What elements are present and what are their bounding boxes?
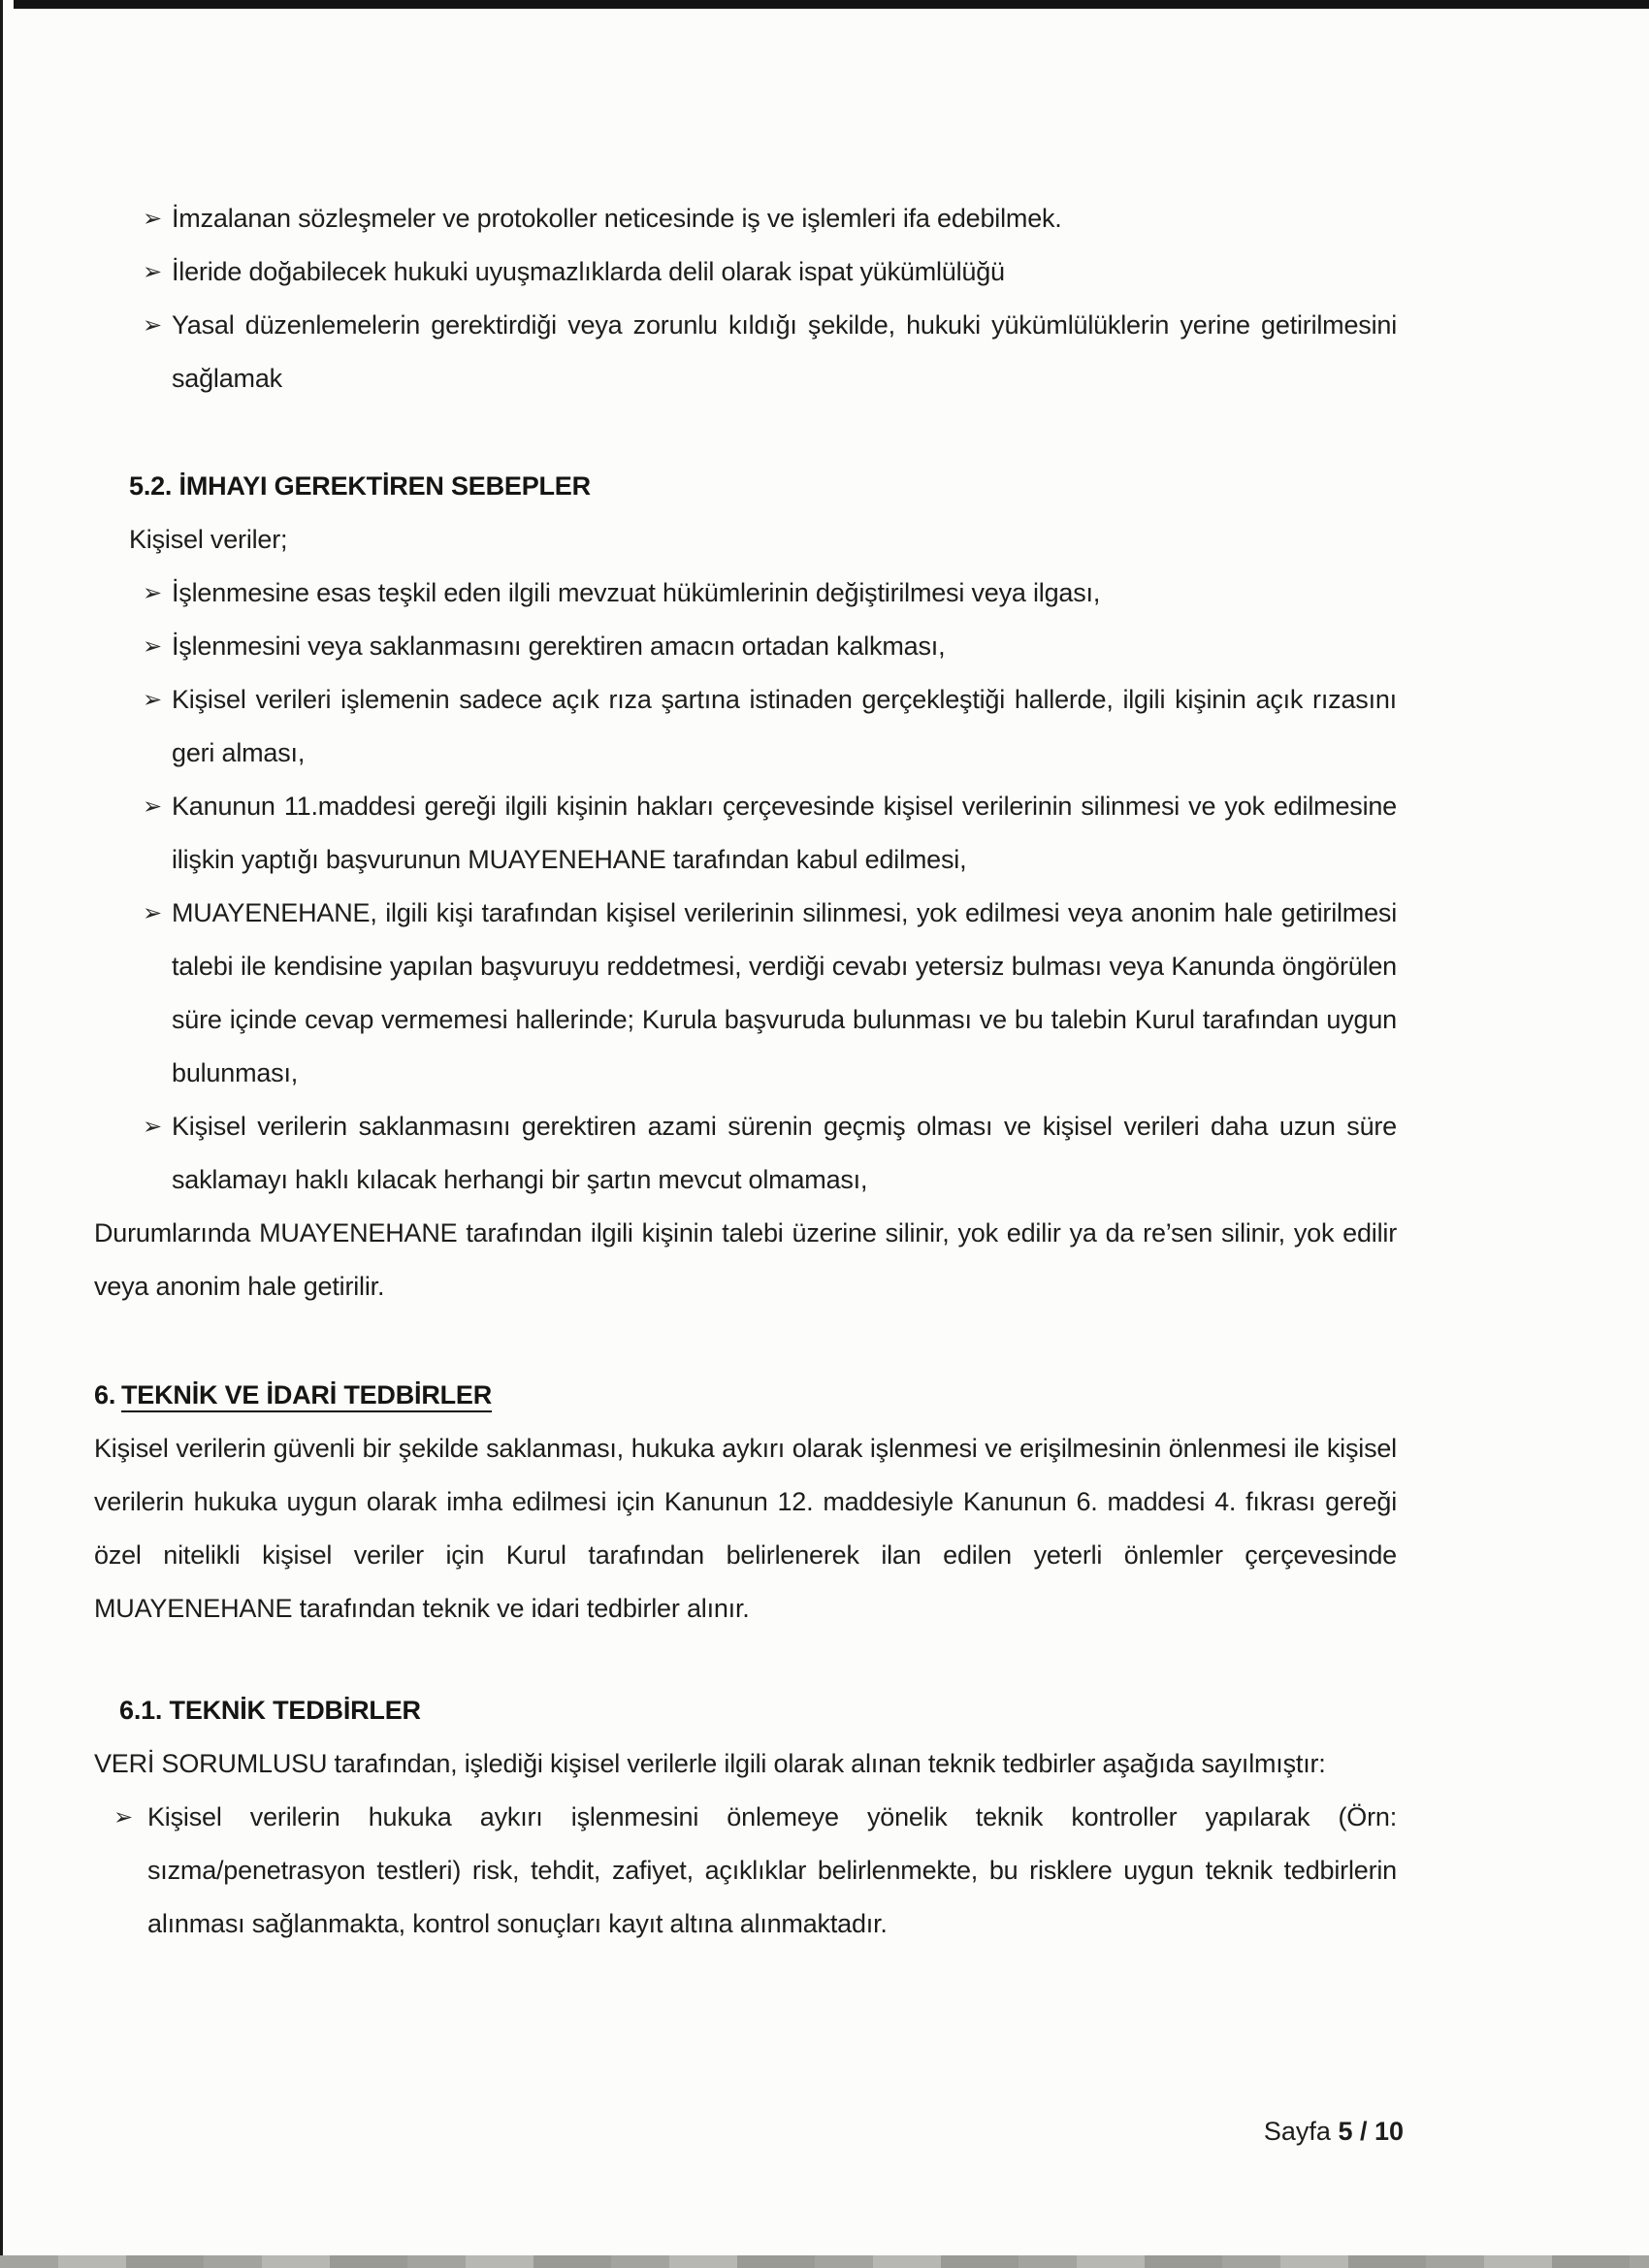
footer-label: Sayfa [1263, 2117, 1331, 2146]
list-item [94, 780, 1397, 887]
list-item-text: İşlenmesini veya saklanmasını gerektiren amacın ortadan kalkması, [172, 632, 946, 661]
section-6-title: TEKNİK VE İDARİ TEDBİRLER [121, 1380, 493, 1409]
section-6-paragraph: Kişisel verilerin güvenli bir şekilde saklanması, hukuka aykırı olarak işlenmesi ve erişilmesinin önlenmesi ile kişisel verilerin hukuka uygun olarak imha edilmesi için Kanunun 12. maddesiyle Kanunun 6. maddesi 4. fıkrası gereği özel nitelikli kişisel veriler için Kurul tarafından belirlenerek ilan edilen yeterli önlemler çerçevesinde MUAYENEHANE tarafından teknik ve idari tedbirler alınır. [94, 1434, 1397, 1623]
section-5-2-closing-paragraph: Durumlarında MUAYENEHANE tarafından ilgili kişinin talebi üzerine silinir, yok edilir ya da re’sen silinir, yok edilir veya anonim hale getirilir. [94, 1218, 1397, 1301]
arrow-bullet-icon: ➢ [113, 1804, 133, 1831]
section-6-1-heading: 6.1. TEKNİK TEDBİRLER [119, 1696, 421, 1725]
arrow-bullet-icon: ➢ [143, 900, 162, 926]
list-item [94, 567, 1397, 620]
arrow-bullet-icon: ➢ [143, 687, 162, 713]
section-6-heading [94, 1369, 1397, 1422]
list-item-text: MUAYENEHANE, ilgili kişi tarafından kişisel verilerinin silinmesi, yok edilmesi veya anonim hale getirilmesi talebi ile kendisine yapılan başvuruyu reddetmesi, verdiği cevabı yetersiz bulması veya Kanunda öngörülen süre içinde cevap vermemesi hallerinde; Kurula başvuruda bulunması ve bu talebin Kurul tarafından uygun bulunması, [172, 898, 1397, 1087]
arrow-bullet-icon: ➢ [143, 794, 162, 820]
section-6-1-paragraph: VERİ SORUMLUSU tarafından, işlediği kişisel verilerle ilgili olarak alınan teknik tedbirler aşağıda sayılmıştır: [94, 1749, 1326, 1778]
section-6-number: 6. [94, 1380, 116, 1409]
list-item-text: Kişisel verilerin saklanmasını gerektiren azami sürenin geçmiş olması ve kişisel verileri daha uzun süre saklamayı haklı kılacak herhangi bir şartın mevcut olmaması, [172, 1112, 1397, 1194]
section-5-2-lead: Kişisel veriler; [129, 525, 288, 554]
list-item [94, 192, 1397, 245]
arrow-bullet-icon: ➢ [143, 312, 162, 339]
list-item-text: İşlenmesine esas teşkil eden ilgili mevzuat hükümlerinin değiştirilmesi veya ilgası, [172, 578, 1101, 607]
section-5-2-heading: 5.2. İMHAYI GEREKTİREN SEBEPLER [129, 471, 591, 501]
section-6-1 [94, 1684, 1397, 1951]
list-item [94, 1791, 1397, 1951]
arrow-bullet-icon: ➢ [143, 633, 162, 660]
list-item-text: İleride doğabilecek hukuki uyuşmazlıklarda delil olarak ispat yükümlülüğü [172, 257, 1005, 286]
arrow-bullet-icon: ➢ [143, 206, 162, 232]
intro-bullet-list [94, 192, 1397, 405]
list-item [94, 1100, 1397, 1207]
document-body [94, 192, 1397, 1951]
list-item-text: Kişisel verileri işlemenin sadece açık rıza şartına istinaden gerçekleştiği hallerde, ilgili kişinin açık rızasını geri alması, [172, 685, 1397, 767]
list-item [94, 299, 1397, 405]
list-item-text: Yasal düzenlemelerin gerektirdiği veya zorunlu kıldığı şekilde, hukuki yükümlülüklerin yerine getirilmesini sağlamak [172, 310, 1397, 393]
list-item-text: Kişisel verilerin hukuka aykırı işlenmesini önlemeye yönelik teknik kontroller yapılarak (Örn: sızma/penetrasyon testleri) risk, tehdit, zafiyet, açıklıklar belirlenmekte, bu risklere uygun teknik tedbirlerin alınması sağlanmakta, kontrol sonuçları kayıt altına alınmaktadır. [147, 1802, 1397, 1938]
list-item-text: İmzalanan sözleşmeler ve protokoller neticesinde iş ve işlemleri ifa edebilmek. [172, 204, 1062, 233]
scan-edge-top [14, 0, 1649, 9]
section-6 [94, 1369, 1397, 1636]
section-5-2-bullet-list [94, 567, 1397, 1207]
list-item [94, 245, 1397, 299]
arrow-bullet-icon: ➢ [143, 1114, 162, 1140]
list-item [94, 887, 1397, 1100]
section-6-1-bullet-list [94, 1791, 1397, 1951]
list-item-text: Kanunun 11.maddesi gereği ilgili kişinin hakları çerçevesinde kişisel verilerinin silinmesi ve yok edilmesine ilişkin yaptığı başvurunun MUAYENEHANE tarafından kabul edilmesi, [172, 792, 1397, 874]
page-number: 5 / 10 [1338, 2117, 1404, 2146]
scan-edge-left [0, 0, 3, 2268]
page-footer [1264, 2105, 1404, 2158]
scan-edge-bottom [0, 2255, 1649, 2268]
list-item [94, 620, 1397, 673]
list-item [94, 673, 1397, 780]
arrow-bullet-icon: ➢ [143, 580, 162, 606]
arrow-bullet-icon: ➢ [143, 259, 162, 285]
